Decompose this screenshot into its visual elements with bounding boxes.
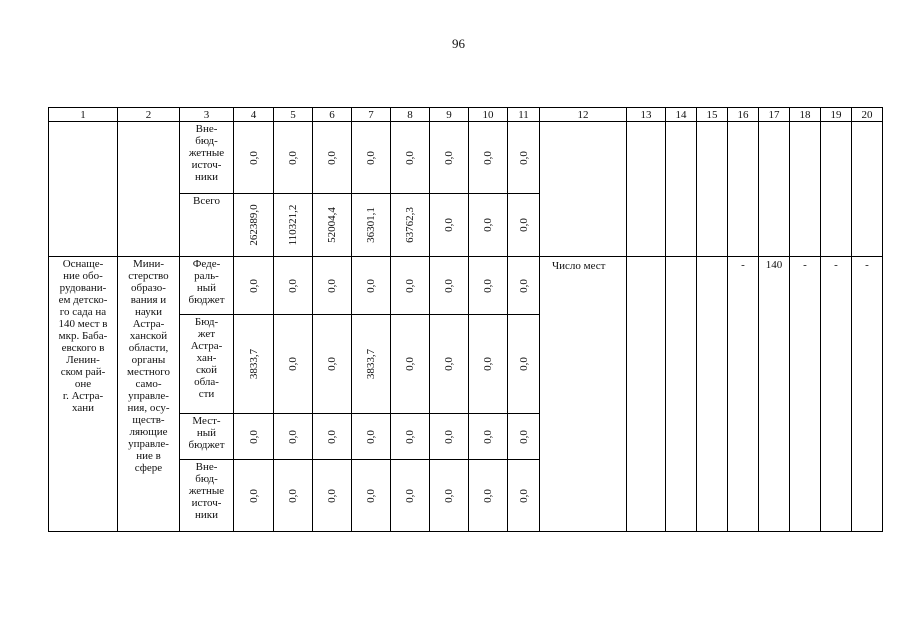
funding-row-federal [49,257,883,315]
value-text: 0,0 [287,278,299,293]
target-value-16 [728,257,759,532]
executor-line: вания и [130,294,167,306]
header-row [49,108,883,122]
target-value-text: 140 [765,259,783,271]
value-cell [469,460,508,532]
value-text: 0,0 [517,429,530,444]
funding-source-line: источ- [191,497,222,509]
header-cell: 16 [728,108,759,122]
value-text: 0,0 [404,357,416,371]
header-cell: 20 [852,108,883,122]
value-text: 0,0 [517,357,530,371]
value-cell [391,122,430,194]
value-text: 0,0 [517,488,530,503]
value-cell [430,194,469,257]
value-text: 0,0 [482,218,494,232]
executor-line: ние в [136,450,161,462]
funding-source-line: хан- [196,352,217,364]
executor-line: Астра- [132,318,165,330]
value-text: 36301,1 [365,207,377,243]
funding-source-cell [180,257,234,315]
target-value-18 [790,257,821,532]
target-cell-empty [627,122,666,257]
funding-source-line: Вне- [195,123,218,135]
target-value-text: - [834,259,838,271]
funding-source-line: Мест- [192,415,221,427]
funding-source-cell [180,194,234,257]
header-cell: 18 [790,108,821,122]
executor-line: ния, осу- [127,402,170,414]
value-text: 0,0 [404,488,416,503]
value-cell [430,257,469,315]
value-cell [469,122,508,194]
indicator-name: Число мест [540,257,627,532]
executor-line: стерство [128,270,169,282]
value-text: 0,0 [404,278,416,293]
header-cell: 4 [234,108,274,122]
executor-line: Мини- [132,258,165,270]
executor-cell-empty [118,122,180,257]
executor-line: управле- [128,390,169,402]
value-cell [274,460,313,532]
value-cell [274,315,313,414]
value-text: 52004,4 [326,207,338,243]
value-text: 0,0 [517,278,530,293]
value-cell [508,414,540,460]
funding-source-line: обла- [194,376,219,388]
funding-source-line: Вне- [195,461,218,473]
value-text: 0,0 [365,429,377,444]
event-name-line: мкр. Баба- [58,330,108,342]
value-text: 0,0 [365,488,377,503]
value-cell [234,257,274,315]
target-value-17 [759,257,790,532]
value-cell [508,460,540,532]
value-text: 0,0 [443,488,455,503]
event-name-line: ском рай- [60,366,106,378]
value-text: 0,0 [482,150,494,165]
value-cell [234,315,274,414]
target-cell-empty [821,122,852,257]
funding-source-line: ный [196,282,217,294]
value-cell [430,315,469,414]
value-text: 0,0 [326,429,338,444]
event-name-cell-empty [49,122,118,257]
value-cell [234,460,274,532]
value-cell [352,460,391,532]
value-text: 0,0 [404,150,416,165]
header-cell: 7 [352,108,391,122]
value-cell [313,460,352,532]
target-cell-empty [666,257,697,532]
target-value-text: - [803,259,807,271]
header-cell: 14 [666,108,697,122]
executor-line: местного [127,366,170,378]
value-cell [391,414,430,460]
header-cell: 13 [627,108,666,122]
funding-source-line: жетные [188,147,225,159]
value-cell [508,194,540,257]
value-text: 0,0 [482,429,494,444]
funding-source-line: ники [194,171,218,183]
funding-source-line: жет [197,328,216,340]
value-cell [313,194,352,257]
value-cell [352,414,391,460]
value-text: 63762,3 [404,207,416,243]
header-cell: 2 [118,108,180,122]
funding-source-line: ской [195,364,218,376]
event-name-line: го сада на [59,306,107,318]
value-cell [234,194,274,257]
value-text: 0,0 [443,429,455,444]
value-text: 0,0 [287,150,299,165]
value-text: 0,0 [517,218,530,232]
value-cell [352,315,391,414]
value-text: 0,0 [482,488,494,503]
value-text: 0,0 [247,429,260,444]
target-value-20 [852,257,883,532]
value-cell [430,460,469,532]
funding-source-line: бюд- [195,135,218,147]
funding-row-extrabudget-prev [49,122,883,194]
executor-line: органы [131,354,166,366]
target-value-text: - [741,259,745,271]
value-cell [274,122,313,194]
executor-line: управле- [128,438,169,450]
value-text: 262389,0 [247,204,260,246]
value-text: 0,0 [247,150,260,165]
value-text: 0,0 [443,150,455,165]
target-cell-empty [697,122,728,257]
value-cell [234,414,274,460]
funding-source-line: бюджет [188,439,225,451]
funding-source-line: Бюд- [194,316,219,328]
value-cell [313,414,352,460]
value-text: 0,0 [247,488,260,503]
header-cell: 12 [540,108,627,122]
event-name-line: рудовани- [59,282,107,294]
event-name-line: ем детско- [58,294,108,306]
value-text: 0,0 [443,357,455,371]
value-cell [352,194,391,257]
value-cell [274,414,313,460]
value-text: 0,0 [326,278,338,293]
value-text: 0,0 [326,357,338,371]
value-text: 0,0 [326,150,338,165]
header-cell: 6 [313,108,352,122]
executor-line: области, [128,342,169,354]
value-cell [391,257,430,315]
value-cell [391,460,430,532]
page-number: 96 [452,36,465,51]
funding-source-cell [180,122,234,194]
event-name-line: хани [71,402,94,414]
event-name-line: ние обо- [63,270,103,282]
executor-line: образо- [131,282,166,294]
value-cell [313,315,352,414]
target-cell-empty [666,122,697,257]
value-text: 0,0 [365,278,377,293]
value-cell [469,315,508,414]
value-text: 3833,7 [247,348,260,380]
value-text: 0,0 [517,150,530,165]
value-cell [469,194,508,257]
value-text: 0,0 [326,488,338,503]
header-cell: 5 [274,108,313,122]
target-cell-empty [759,122,790,257]
value-cell [274,257,313,315]
value-cell [469,257,508,315]
executor-line: само- [135,378,162,390]
funding-source-line: Астра- [190,340,223,352]
funding-source-cell [180,414,234,460]
value-cell [352,257,391,315]
value-text: 110321,2 [287,204,299,246]
header-cell: 3 [180,108,234,122]
value-cell [469,414,508,460]
program-table [48,107,883,532]
funding-source-line: Всего [193,195,220,207]
indicator-cell-empty [540,122,627,257]
event-name-line: оне [74,378,92,390]
target-cell-empty [627,257,666,532]
funding-source-line: бюд- [195,473,218,485]
value-text: 0,0 [365,150,377,165]
funding-source-line: раль- [194,270,219,282]
value-cell [313,257,352,315]
funding-source-line: бюджет [188,294,225,306]
target-cell-empty [728,122,759,257]
value-text: 3833,7 [365,348,377,380]
value-cell [391,194,430,257]
value-text: 0,0 [482,278,494,293]
value-text: 0,0 [404,429,416,444]
event-name-cell [49,257,118,532]
funding-source-line: ники [194,509,218,521]
funding-source-cell [180,315,234,414]
value-cell [391,315,430,414]
funding-source-line: жетные [188,485,225,497]
value-text: 0,0 [443,218,455,232]
funding-source-line: Феде- [192,258,221,270]
value-cell [234,122,274,194]
value-cell [313,122,352,194]
header-cell: 9 [430,108,469,122]
target-cell-empty [697,257,728,532]
target-value-text: - [865,259,869,271]
executor-line: ханской [129,330,168,342]
funding-source-line: сти [198,388,215,400]
value-text: 0,0 [287,488,299,503]
executor-line: ществ- [132,414,165,426]
executor-line: науки [135,306,162,318]
header-cell: 17 [759,108,790,122]
executor-line: сфере [134,462,163,474]
value-cell [352,122,391,194]
funding-source-cell [180,460,234,532]
value-cell [508,315,540,414]
value-cell [508,257,540,315]
header-cell: 10 [469,108,508,122]
value-text: 0,0 [482,357,494,371]
value-cell [274,194,313,257]
executor-line: ляющие [129,426,168,438]
funding-source-line: ный [196,427,217,439]
header-cell: 11 [508,108,540,122]
event-name-line: Ленин- [66,354,100,366]
event-name-line: Оснаще- [62,258,104,270]
target-cell-empty [790,122,821,257]
value-text: 0,0 [247,278,260,293]
header-cell: 1 [49,108,118,122]
header-cell: 19 [821,108,852,122]
value-cell [508,122,540,194]
header-cell: 15 [697,108,728,122]
event-name-line: евского в [61,342,105,354]
executor-cell [118,257,180,532]
value-cell [430,414,469,460]
funding-source-line: источ- [191,159,222,171]
header-cell: 8 [391,108,430,122]
value-text: 0,0 [443,278,455,293]
value-cell [430,122,469,194]
target-value-19 [821,257,852,532]
value-text: 0,0 [287,429,299,444]
target-cell-empty [852,122,883,257]
value-text: 0,0 [287,357,299,371]
event-name-line: г. Астра- [62,390,104,402]
event-name-line: 140 мест в [58,318,108,330]
